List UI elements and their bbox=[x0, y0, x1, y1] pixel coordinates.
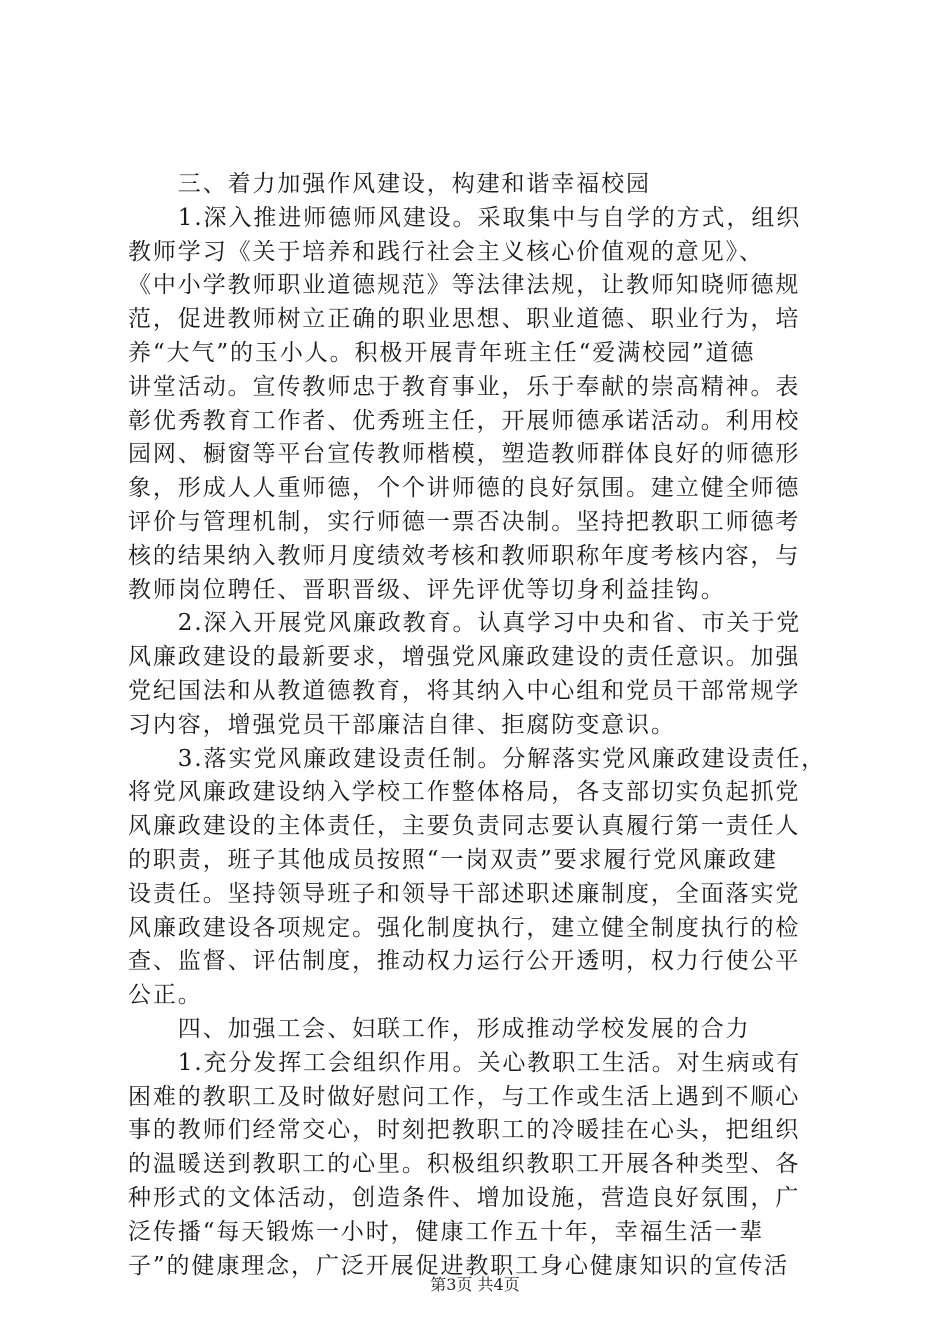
text-line: 四、加强工会、妇联工作，形成推动学校发展的合力 bbox=[128, 1015, 751, 1042]
text-line: 党纪国法和从教道德教育，将其纳入中心组和党员干部常规学 bbox=[128, 677, 801, 704]
text-line: 范，促进教师树立正确的职业思想、职业道德、职业行为，培 bbox=[128, 306, 801, 333]
text-line: 子”的健康理念，广泛开展促进教职工身心健康知识的宣传活 bbox=[128, 1252, 790, 1279]
text-line: 种形式的文体活动，创造条件、增加设施，营造良好氛围，广 bbox=[128, 1184, 801, 1211]
text-line: 的温暖送到教职工的心里。积极组织教职工开展各种类型、各 bbox=[128, 1151, 801, 1178]
text-line: 将党风廉政建设纳入学校工作整体格局，各支部切实负起抓党 bbox=[128, 779, 801, 806]
document-body bbox=[128, 168, 830, 1283]
text-line: 彰优秀教育工作者、优秀班主任，开展师德承诺活动。利用校 bbox=[128, 407, 801, 434]
text-line: 事的教师们经常交心，时刻把教职工的冷暖挂在心头，把组织 bbox=[128, 1117, 801, 1144]
text-line: 公正。 bbox=[128, 982, 203, 1009]
text-line: 设责任。坚持领导班子和领导干部述职述廉制度，全面落实党 bbox=[128, 880, 801, 907]
text-line: 园网、橱窗等平台宣传教师楷模，塑造教师群体良好的师德形 bbox=[128, 441, 801, 468]
text-line: 风廉政建设的主体责任，主要负责同志要认真履行第一责任人 bbox=[128, 813, 801, 840]
text-line: 《中小学教师职业道德规范》等法律法规，让教师知晓师德规 bbox=[128, 272, 801, 299]
text-line: 泛传播“每天锻炼一小时，健康工作五十年，幸福生活一辈 bbox=[128, 1218, 765, 1245]
text-line: 教师岗位聘任、晋职晋级、评先评优等切身利益挂钩。 bbox=[128, 576, 726, 603]
text-line: 教师学习《关于培养和践行社会主义核心价值观的意见》、 bbox=[128, 238, 764, 265]
text-line: 的职责，班子其他成员按照“一岗双责”要求履行党风廉政建 bbox=[128, 846, 778, 873]
text-line: 习内容，增强党员干部廉洁自律、拒腐防变意识。 bbox=[128, 711, 676, 738]
text-line: 风廉政建设各项规定。强化制度执行，建立健全制度执行的检 bbox=[128, 914, 801, 941]
text-line: 3.落实党风廉政建设责任制。分解落实党风廉政建设责任， bbox=[128, 745, 827, 772]
text-line: 评价与管理机制，实行师德一票否决制。坚持把教职工师德考 bbox=[128, 508, 801, 535]
text-line: 查、监督、评估制度，推动权力运行公开透明，权力行使公平 bbox=[128, 948, 801, 975]
text-line: 1.深入推进师德师风建设。采取集中与自学的方式，组织 bbox=[128, 204, 802, 231]
text-line: 1.充分发挥工会组织作用。关心教职工生活。对生病或有 bbox=[128, 1049, 802, 1076]
text-line: 讲堂活动。宣传教师忠于教育事业，乐于奉献的崇高精神。表 bbox=[128, 373, 801, 400]
text-line: 2.深入开展党风廉政教育。认真学习中央和省、市关于党 bbox=[128, 610, 802, 637]
text-line: 核的结果纳入教师月度绩效考核和教师职称年度考核内容，与 bbox=[128, 542, 801, 569]
text-line: 风廉政建设的最新要求，增强党风廉政建设的责任意识。加强 bbox=[128, 644, 801, 671]
text-line: 养“大气”的玉小人。积极开展青年班主任“爱满校园”道德 bbox=[128, 339, 756, 366]
text-line: 困难的教职工及时做好慰问工作，与工作或生活上遇到不顺心 bbox=[128, 1083, 801, 1110]
text-line: 三、着力加强作风建设，构建和谐幸福校园 bbox=[128, 171, 651, 197]
page-footer: 第3页 共4页 bbox=[430, 1275, 520, 1294]
text-line: 象，形成人人重师德，个个讲师德的良好氛围。建立健全师德 bbox=[128, 475, 801, 502]
